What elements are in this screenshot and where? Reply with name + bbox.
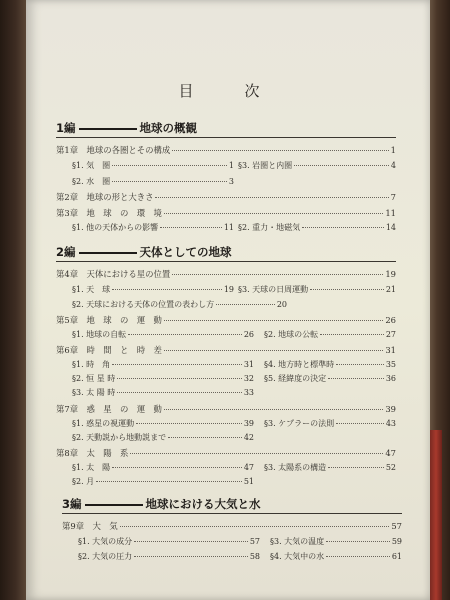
toc-entry[interactable]: §2. 大気の圧力 58 [78, 552, 260, 561]
toc-entry[interactable]: 第8章 太 陽 系 47 [56, 448, 396, 458]
toc-entry[interactable]: §1. 太 陽 47 [72, 463, 254, 472]
toc-entry[interactable]: §1. 天 球 19 [72, 285, 234, 294]
toc-entry[interactable]: §2. 水 圏 3 [72, 177, 234, 186]
toc-entry[interactable]: §3. 天球の日周運動 21 [238, 285, 396, 294]
part-1-heading [56, 120, 197, 136]
toc-entry[interactable]: 第5章 地 球 の 運 動 26 [56, 315, 396, 325]
part-3-heading [62, 496, 261, 512]
toc-entry[interactable]: §3. 大気の温度 59 [270, 537, 402, 546]
toc-entry[interactable]: §4. 大気中の水 61 [270, 552, 402, 561]
part-title: 天体としての地球 [139, 245, 232, 259]
toc-entry[interactable]: §5. 経緯度の決定 36 [264, 374, 396, 383]
part-2-heading [56, 244, 232, 260]
toc-entry[interactable]: §2. 天球における天体の位置の表わし方 20 [72, 300, 287, 309]
part-rule [56, 261, 396, 262]
toc-entry[interactable]: §1. 気 圏 1 [72, 161, 234, 170]
toc-entry[interactable]: 第4章 天体における星の位置 19 [56, 269, 396, 279]
toc-entry[interactable]: 第2章 地球の形と大きさ 7 [56, 192, 396, 202]
part-rule [62, 513, 402, 514]
toc-entry[interactable]: §1. 時 角 31 [72, 360, 254, 369]
part-label: 3編 [62, 497, 82, 511]
part-title: 地球における大気と水 [145, 497, 261, 511]
toc-entry[interactable]: §3. 太 陽 時 33 [72, 388, 254, 397]
toc-entry[interactable]: §2. 地球の公転 27 [264, 330, 396, 339]
toc-entry[interactable]: §2. 重力・地磁気 14 [238, 223, 396, 232]
part-title: 地球の概観 [139, 121, 198, 135]
toc-entry[interactable]: §1. 惑星の視運動 39 [72, 419, 254, 428]
toc-entry[interactable]: §1. 大気の成分 57 [78, 537, 260, 546]
toc-entry[interactable]: §2. 天動説から地動説まで 42 [72, 433, 254, 442]
toc-entry[interactable]: §2. 月 51 [72, 477, 254, 486]
toc-entry[interactable]: 第7章 惑 星 の 運 動 39 [56, 404, 396, 414]
toc-entry[interactable]: 第9章 大 気 57 [62, 521, 402, 531]
toc-entry[interactable]: §3. ケプラーの法則 43 [264, 419, 396, 428]
toc-entry[interactable]: §3. 岩圏と内圏 4 [238, 161, 396, 170]
red-bookmark-edge [430, 430, 442, 600]
toc-page [26, 0, 430, 600]
toc-entry[interactable]: §2. 恒 星 時 32 [72, 374, 254, 383]
part-rule [56, 137, 396, 138]
book-spine-left [0, 0, 26, 600]
part-label: 2編 [56, 245, 76, 259]
toc-entry[interactable]: 第6章 時 間 と 時 差 31 [56, 345, 396, 355]
toc-entry[interactable]: 第1章 地球の各圏とその構成 1 [56, 145, 396, 155]
toc-entry[interactable]: §1. 他の天体からの影響 11 [72, 223, 234, 232]
toc-entry[interactable]: §3. 太陽系の構造 52 [264, 463, 396, 472]
toc-entry[interactable]: 第3章 地 球 の 環 境 11 [56, 208, 396, 218]
part-label: 1編 [56, 121, 76, 135]
page-title: 目 次 [178, 82, 278, 100]
toc-entry[interactable]: §1. 地球の自転 26 [72, 330, 254, 339]
toc-entry[interactable]: §4. 地方時と標準時 35 [264, 360, 396, 369]
